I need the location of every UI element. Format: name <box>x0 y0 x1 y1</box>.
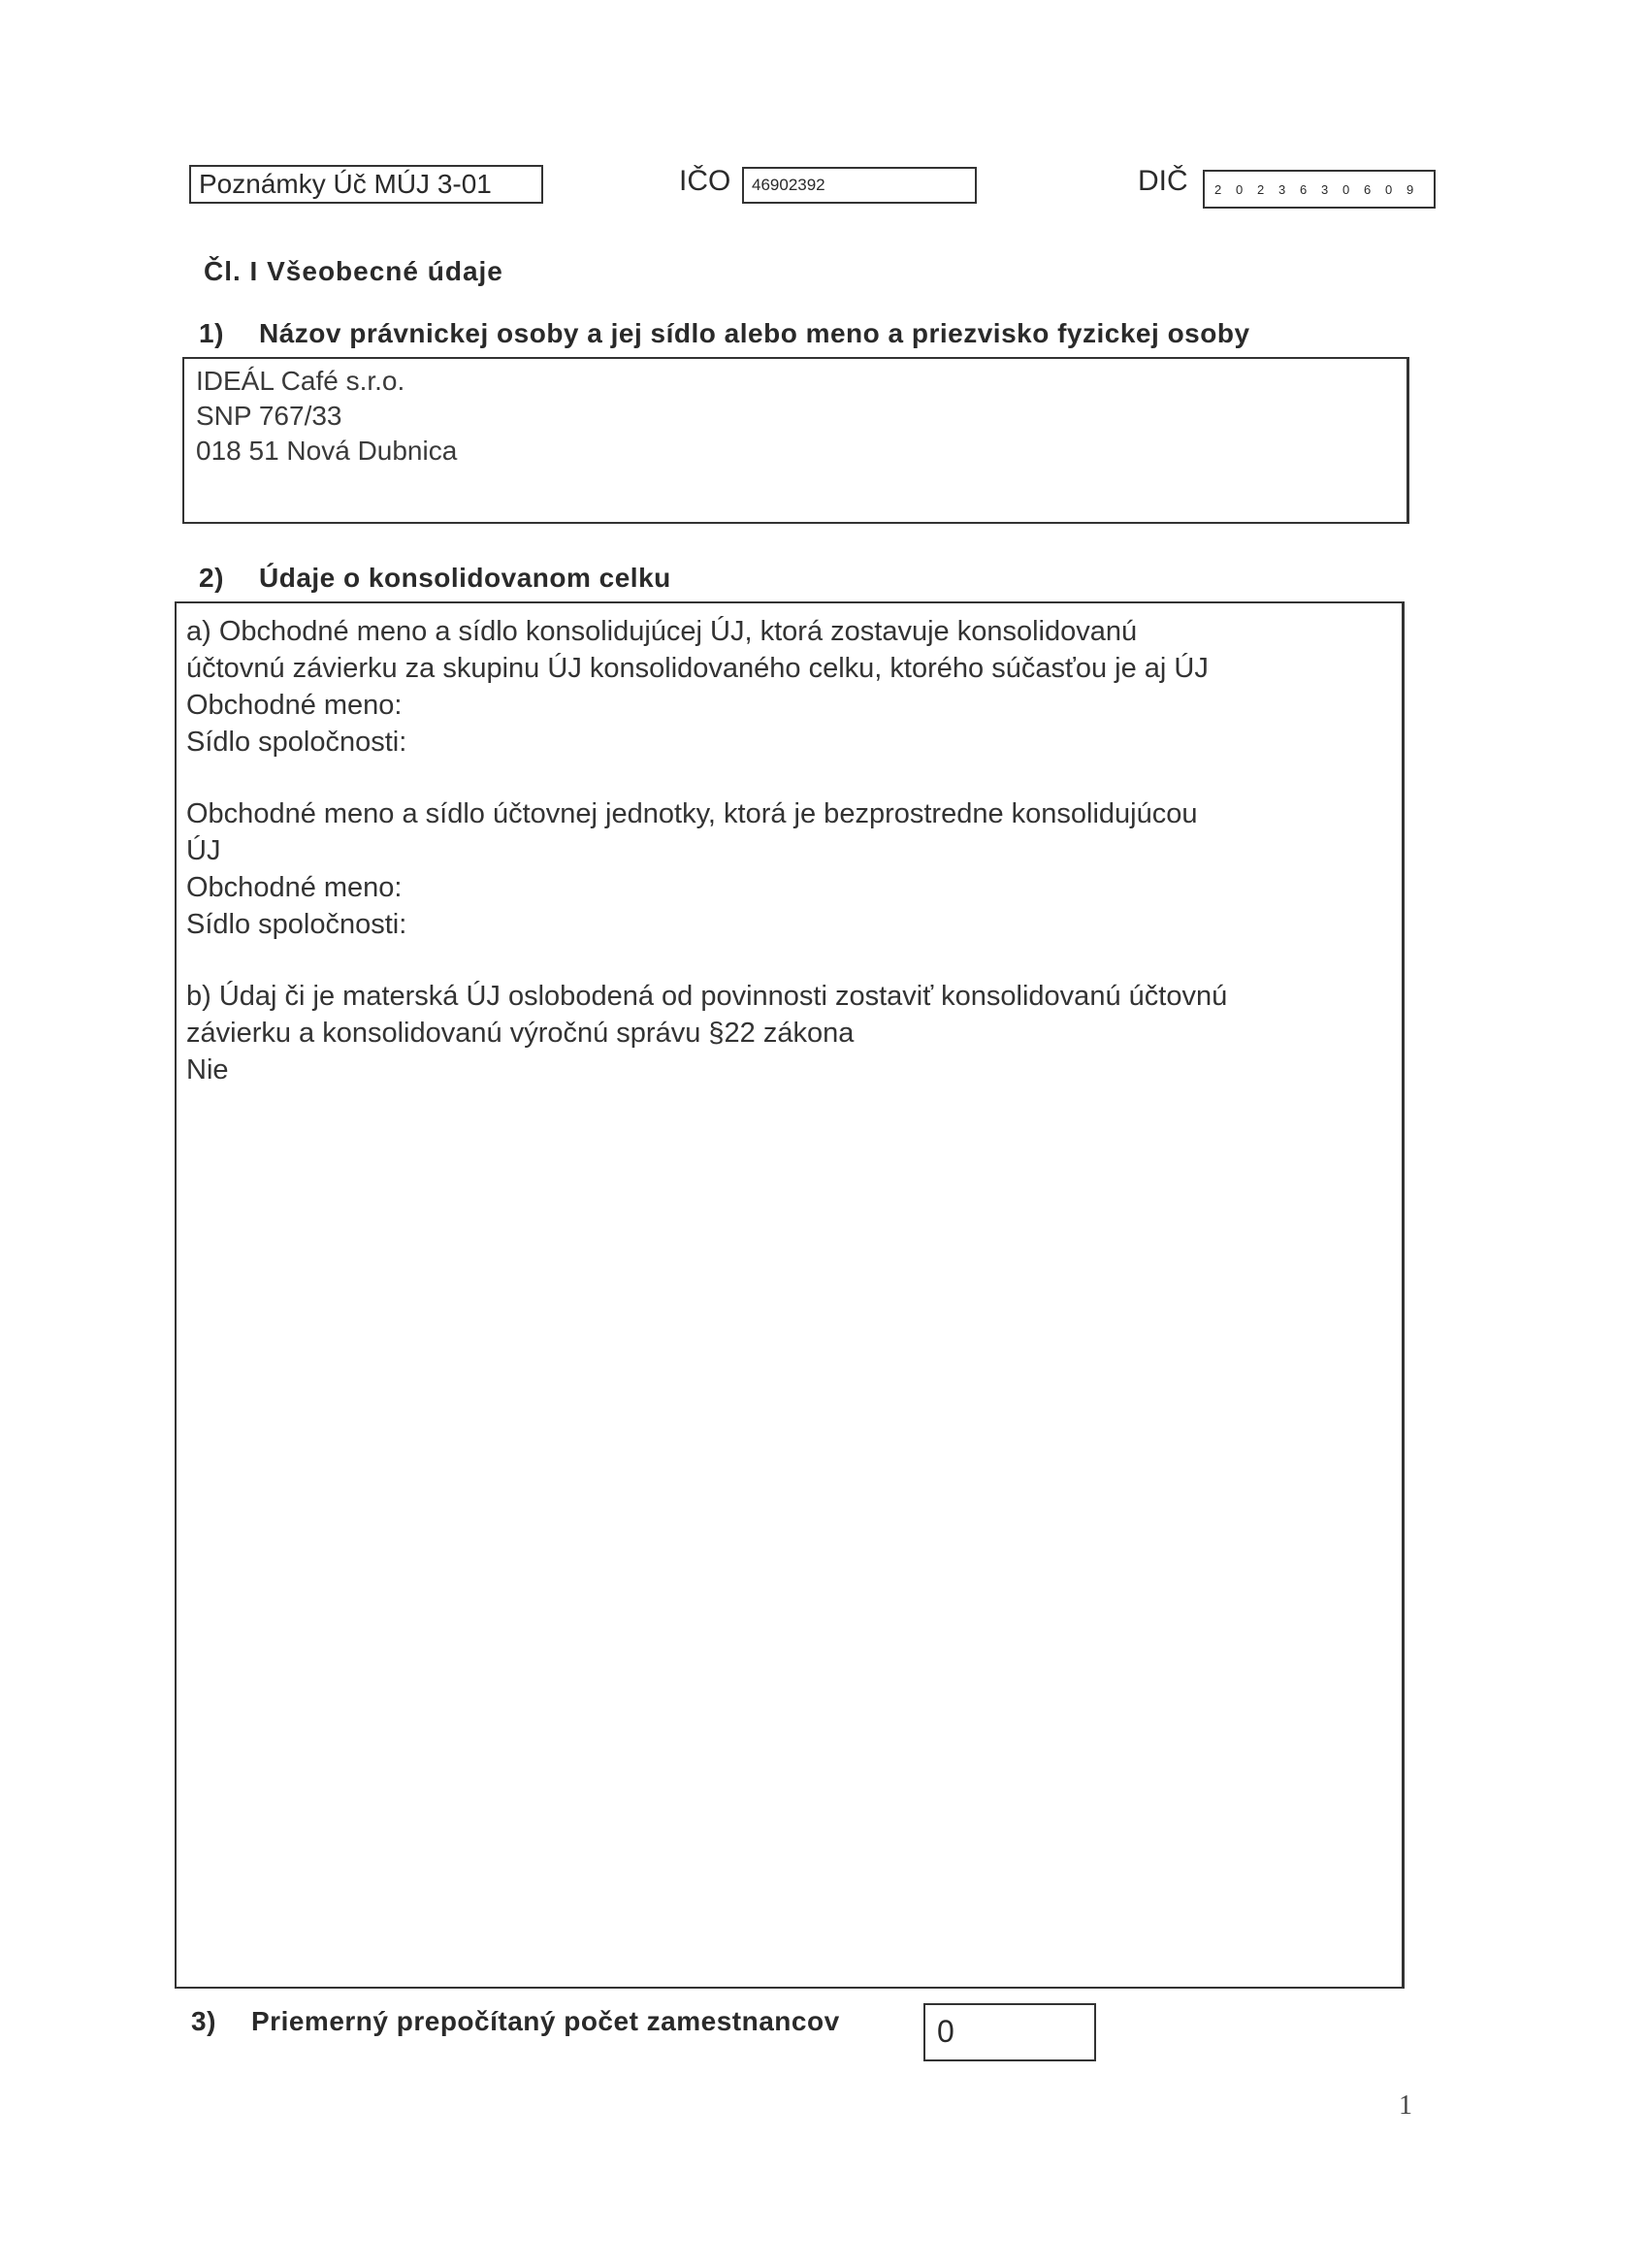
section2-line: Obchodné meno a sídlo účtovnej jednotky, ktorá je bezprostredne konsolidujúcou <box>186 798 1198 829</box>
dic-digit: 9 <box>1406 181 1414 197</box>
dic-digit: 6 <box>1300 181 1308 197</box>
section2-line: b) Údaj či je materská ÚJ oslobodená od povinnosti zostaviť konsolidovanú účtovnú <box>186 981 1228 1012</box>
section3-label <box>191 2006 840 2037</box>
section1-box <box>182 357 1409 524</box>
dic-digit: 2 <box>1257 181 1265 197</box>
section1-number: 1) <box>199 318 224 348</box>
section2-line: Obchodné meno: <box>186 690 403 721</box>
section2-number: 2) <box>199 563 224 593</box>
section2-line: účtovnú závierku za skupinu ÚJ konsolidovaného celku, ktorého súčasťou je aj ÚJ <box>186 653 1209 684</box>
employee-count-field: 0 <box>923 2003 1096 2061</box>
company-city: 018 51 Nová Dubnica <box>196 436 458 466</box>
section2-line: závierku a konsolidovanú výročnú správu §22 zákona <box>186 1018 855 1049</box>
section2-line: ÚJ <box>186 835 221 866</box>
company-name: IDEÁL Café s.r.o. <box>196 366 405 396</box>
section1-heading-text: Názov právnickej osoby a jej sídlo alebo meno a priezvisko fyzickej osoby <box>259 318 1250 348</box>
section2-heading-text: Údaje o konsolidovanom celku <box>259 563 671 593</box>
page-number: 1 <box>1399 2090 1412 2121</box>
section3-number: 3) <box>191 2006 216 2036</box>
dic-digit: 0 <box>1342 181 1350 197</box>
section2-line: Obchodné meno: <box>186 872 403 903</box>
section2-line: a) Obchodné meno a sídlo konsolidujúcej ÚJ, ktorá zostavuje konsolidovanú <box>186 616 1138 647</box>
dic-field <box>1203 170 1436 209</box>
section2-box <box>175 601 1405 1989</box>
dic-label: DIČ <box>1138 165 1188 197</box>
company-street: SNP 767/33 <box>196 401 342 431</box>
section2-heading <box>199 563 671 594</box>
dic-digit: 2 <box>1214 181 1222 197</box>
section2-line: Nie <box>186 1054 229 1085</box>
article-title: Čl. I Všeobecné údaje <box>204 256 503 286</box>
section2-line: Sídlo spoločnosti: <box>186 727 407 758</box>
dic-digit: 3 <box>1321 181 1329 197</box>
ico-label: IČO <box>679 165 731 197</box>
dic-digit: 3 <box>1278 181 1286 197</box>
dic-digit: 0 <box>1236 181 1244 197</box>
form-code-box: Poznámky Úč MÚJ 3-01 <box>189 165 543 204</box>
dic-digit: 0 <box>1385 181 1393 197</box>
section1-heading <box>199 318 1250 349</box>
section3-label-text: Priemerný prepočítaný počet zamestnancov <box>251 2006 840 2036</box>
ico-field: 46902392 <box>742 167 977 204</box>
dic-digit: 6 <box>1364 181 1372 197</box>
section2-line: Sídlo spoločnosti: <box>186 909 407 940</box>
